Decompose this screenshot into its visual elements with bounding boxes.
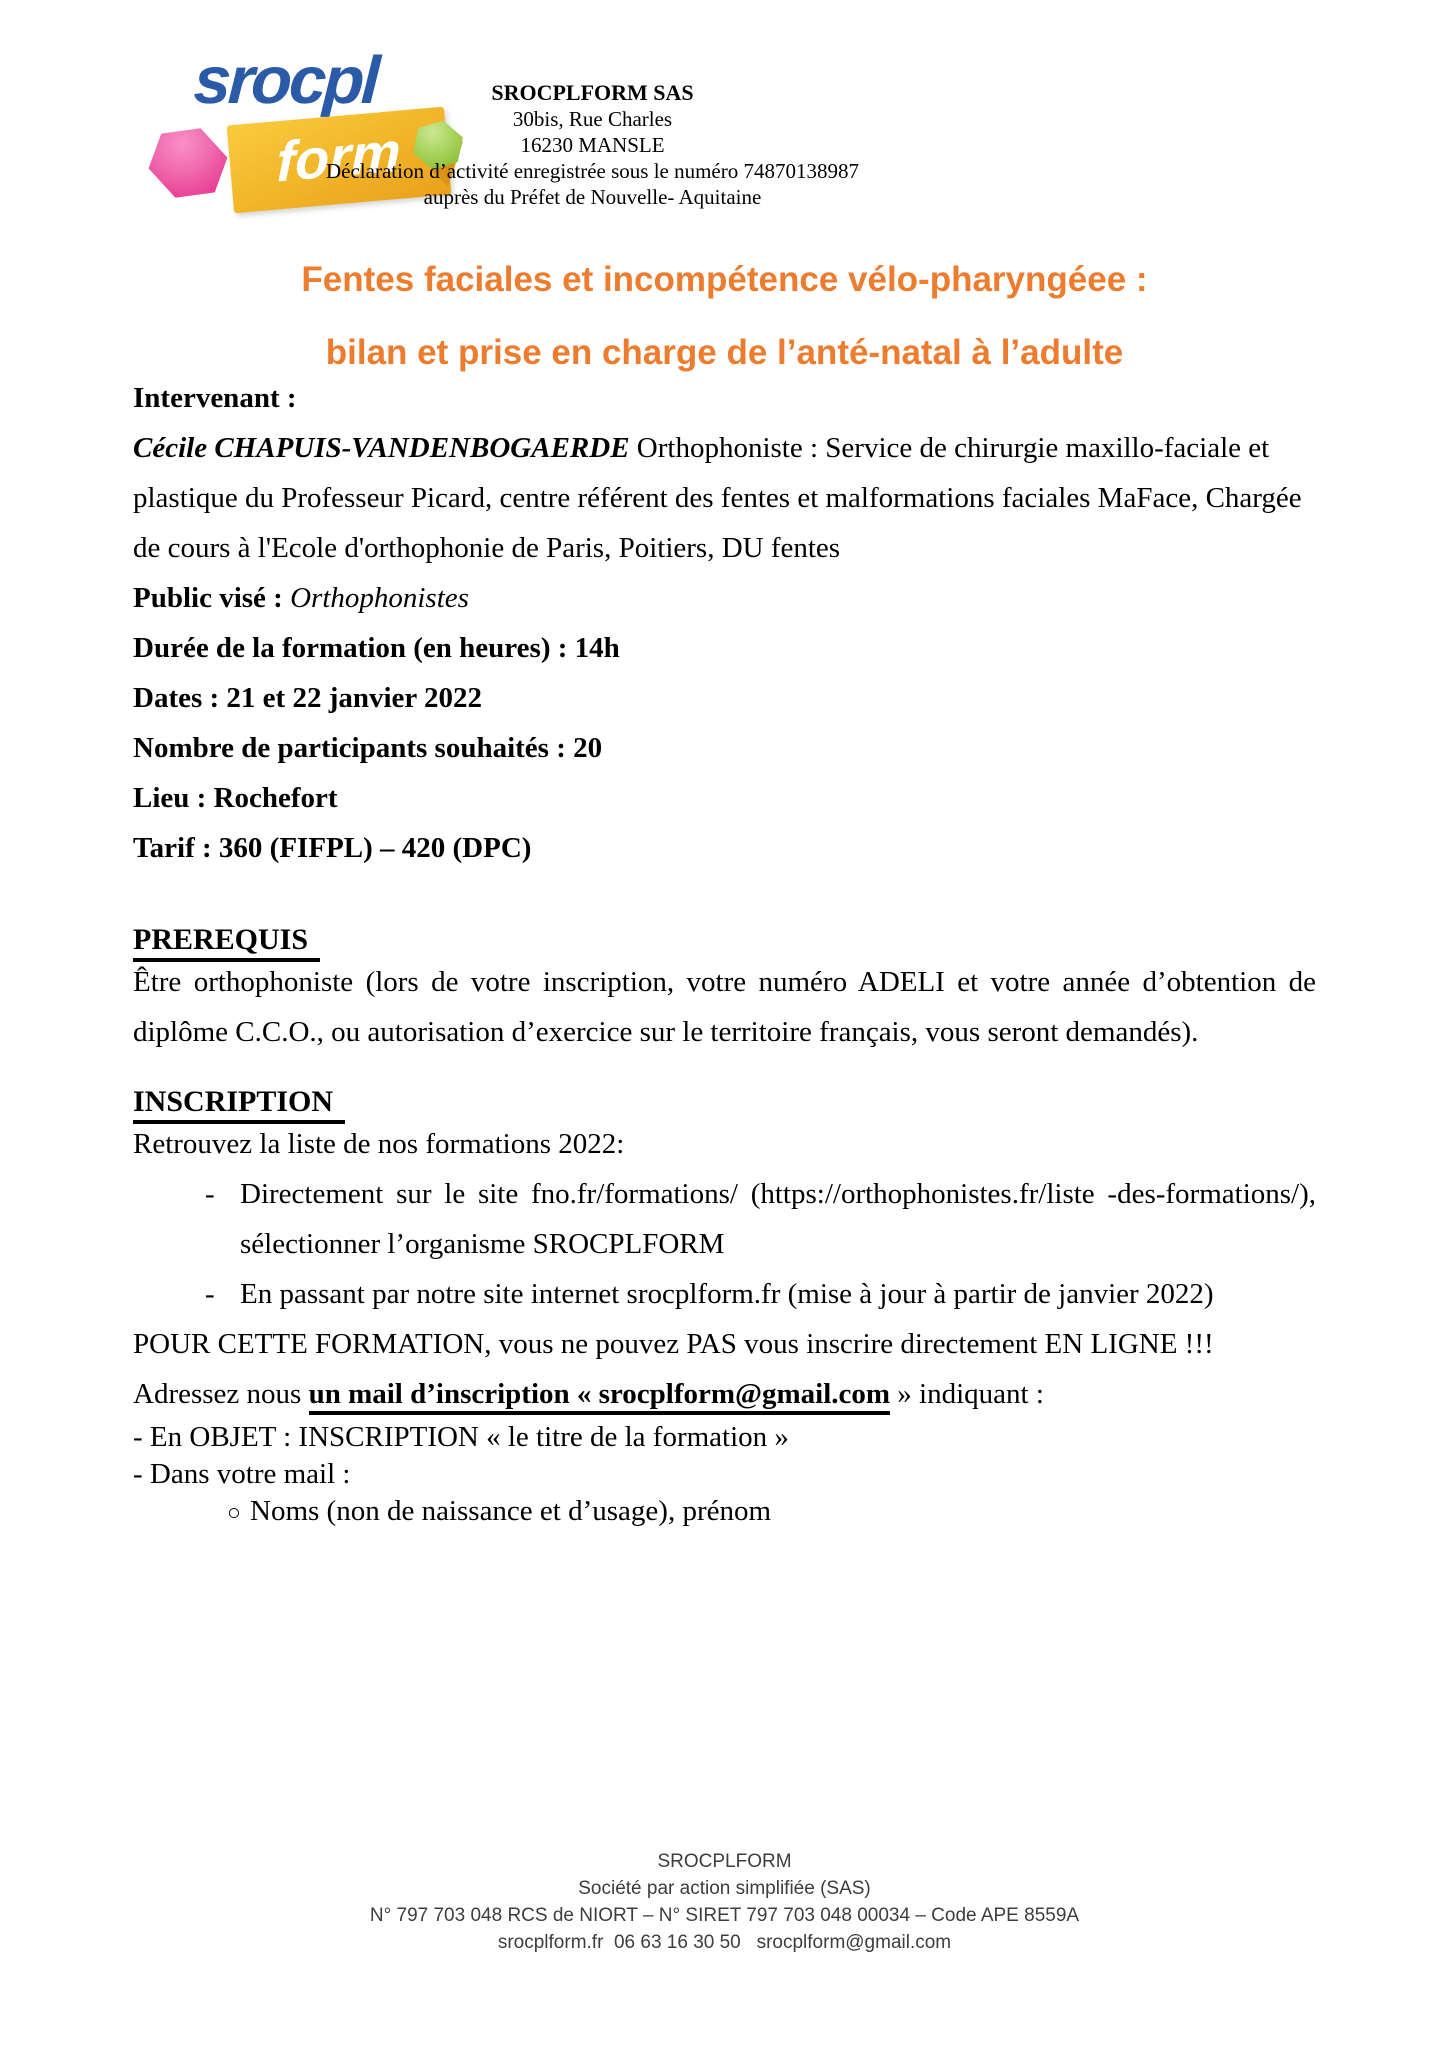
list-item-text: En passant par notre site internet srocplform.fr (mise à jour à partir de janvier 2022) <box>240 1278 1214 1310</box>
mail-instruction-suffix: » indiquant : <box>890 1378 1044 1410</box>
dash-bullet-icon: - <box>205 1278 215 1310</box>
prerequis-heading <box>133 923 1316 957</box>
company-name: SROCPLFORM SAS <box>491 80 694 105</box>
participants-line: Nombre de participants souhaités : 20 <box>133 732 603 764</box>
prerequis-heading-text: PREREQUIS <box>133 923 320 962</box>
objet-line-text: En OBJET : INSCRIPTION « le titre de la formation » <box>149 1421 789 1453</box>
document-header <box>0 0 1449 228</box>
public-vise-value: Orthophonistes <box>290 582 469 614</box>
inscription-heading-text: INSCRIPTION <box>133 1085 345 1124</box>
course-title-line2: bilan et prise en charge de l’anté-natal à l’adulte <box>325 333 1124 372</box>
declaration-line2: auprès du Préfet de Nouvelle- Aquitaine <box>423 185 762 209</box>
list-item <box>133 1269 1316 1319</box>
public-vise-line <box>133 573 1316 623</box>
public-vise-label: Public visé : <box>133 582 291 614</box>
prerequis-paragraph: Être orthophoniste (lors de votre inscription, votre numéro ADELI et votre année d’obtention de diplôme C.C.O., ou autorisation d’exercice sur le territoire français, vous seront demandés). <box>133 966 1316 1048</box>
inscription-email-text: un mail d’inscription « srocplform@gmail.com <box>309 1378 890 1415</box>
location-line: Lieu : Rochefort <box>133 782 338 814</box>
footer-contact: srocplform.fr 06 63 16 30 50 srocplform@gmail.com <box>497 1932 952 1953</box>
document-footer <box>0 1848 1449 1956</box>
intervenant-label: Intervenant : <box>133 382 297 414</box>
dash-bullet-icon: - <box>205 1178 215 1210</box>
duration-line: Durée de la formation (en heures) : 14h <box>133 632 620 664</box>
circle-bullet-icon: ○ <box>227 1500 241 1525</box>
dash-bullet-icon: - <box>133 1421 143 1453</box>
footer-registration: N° 797 703 048 RCS de NIORT – N° SIRET 797 703 048 00034 – Code APE 8559A <box>369 1905 1080 1926</box>
sub-bullet-text: Noms (non de naissance et d’usage), prénom <box>250 1495 772 1527</box>
footer-company: SROCPLFORM <box>657 1851 792 1872</box>
sub-bullet-item <box>133 1493 1316 1530</box>
inscription-intro: Retrouvez la liste de nos formations 2022: <box>133 1128 625 1160</box>
mail-content-line-text: Dans votre mail : <box>149 1458 351 1490</box>
online-warning-line: POUR CETTE FORMATION, vous ne pouvez PAS vous inscrire directement EN LIGNE !!! <box>133 1328 1214 1360</box>
price-line: Tarif : 360 (FIFPL) – 420 (DPC) <box>133 832 532 864</box>
intervenant-description: Orthophoniste : Service de chirurgie maxillo-faciale et plastique du Professeur Picard, centre référent des fentes et malformations faciales MaFace, Chargée de cours à l'Ecole d'orthophonie de Paris, Poitiers, DU fentes <box>133 432 1302 564</box>
footer-legal-form: Société par action simplifiée (SAS) <box>578 1878 871 1899</box>
list-item-text: Directement sur le site fno.fr/formations/ (https://orthophonistes.fr/liste -des-formations/), sélectionner l’organisme SROCPLFORM <box>240 1178 1316 1260</box>
dash-bullet-icon: - <box>133 1458 143 1490</box>
intervenant-paragraph <box>133 423 1316 573</box>
document-body <box>0 260 1449 1530</box>
inscription-heading <box>133 1085 1316 1119</box>
dates-line: Dates : 21 et 22 janvier 2022 <box>133 682 483 714</box>
logo-form-text: form <box>276 119 402 194</box>
inscription-options-list <box>133 1169 1316 1319</box>
company-address-line2: 16230 MANSLE <box>520 133 665 157</box>
mail-instruction-prefix: Adressez nous <box>133 1378 309 1410</box>
course-title-line1: Fentes faciales et incompétence vélo-pharyngéee : <box>301 260 1148 299</box>
mail-content-line <box>133 1456 1316 1493</box>
declaration-line1: Déclaration d’activité enregistrée sous le numéro 74870138987 <box>326 159 859 183</box>
logo-srocpl-text: srocpl <box>192 43 380 118</box>
list-item <box>133 1169 1316 1269</box>
company-info-block <box>170 80 1015 210</box>
intervenant-name: Cécile CHAPUIS-VANDENBOGAERDE <box>133 432 630 464</box>
objet-line <box>133 1419 1316 1456</box>
mail-instruction-line <box>133 1369 1316 1419</box>
course-title <box>133 260 1316 373</box>
company-address-line1: 30bis, Rue Charles <box>512 107 673 131</box>
